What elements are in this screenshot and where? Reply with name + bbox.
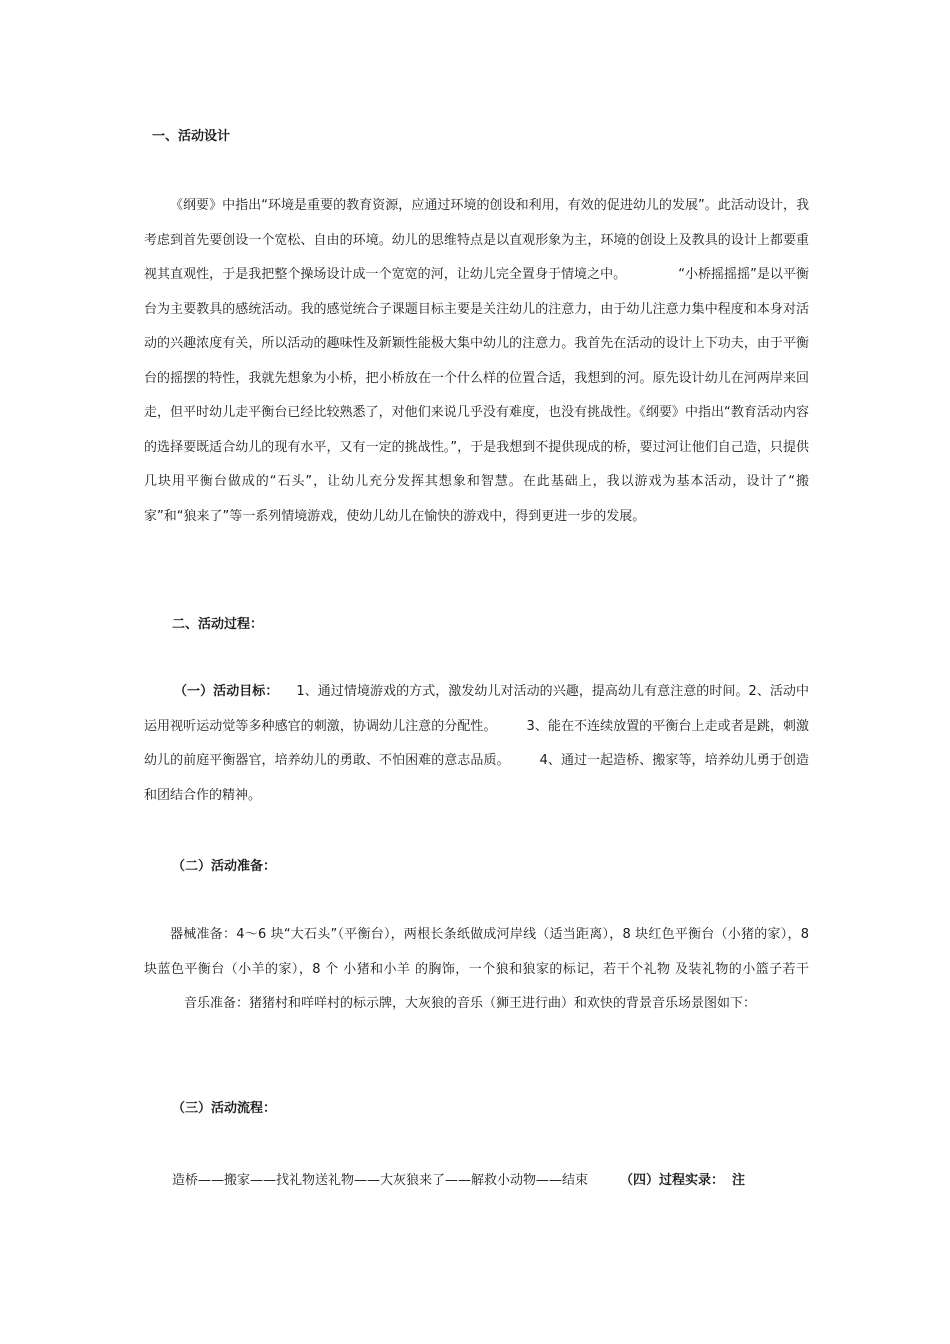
section-heading-activity-design: 一、活动设计	[152, 129, 231, 144]
subheading-process-record: （四）过程实录：	[620, 1173, 725, 1188]
goal-1: 1、通过情境游戏的方式，激发幼儿对活动的兴趣，提高幼儿有意注意的时间。	[296, 684, 749, 699]
goal-2: 2、活动中运用视听运动觉等多种感官的刺激，协调幼儿注意的分配性。	[144, 684, 809, 734]
goal-4: 4、通过一起造桥、搬家等，培养幼儿勇于创造和团结合作的精神。	[144, 753, 809, 803]
subheading-activity-preparation: （二）活动准备：	[172, 859, 277, 874]
paragraph-design-rationale-part2: “小桥摇摇摇”是以平衡台为主要教具的感统活动。我的感觉统合子课题目标主要是关注幼儿的注意力，由于幼儿注意力集中程度和本身对活动的兴趣浓度有关，所以活动的趣味性及新颖性能极大集中幼儿的注意力。我首先在活动的设计上下功夫，由于平衡台的摇摆的特性，我就先想象为小桥，把小桥放在一个什么样的位置合适，我想到的河。原先设计幼儿在河两岸来回走，但平时幼儿走平衡台已经比较熟悉了，对他们来说几乎没有难度，也没有挑战性。《纲要》中指出“教育活动内容的选择要既适合幼儿的现有水平，又有一定的挑战性。”，于是我想到不提供现成的桥，要过河让他们自己造，只提供几块用平衡台做成的“石头”，让幼儿充分发挥其想象和智慧。在此基础上，我以游戏为基本活动，设计了“搬家”和“狼来了”等一系列情境游戏，使幼儿幼儿在愉快的游戏中，得到更进一步的发展。	[144, 267, 809, 524]
activity-flow-line	[172, 1172, 745, 1190]
equipment-preparation: 器械准备：4～6 块“大石头”（平衡台），两根长条纸做成河岸线（适当距离），8 块红色平衡台（小猪的家），8 块蓝色平衡台（小羊的家），8 个 小猪和小羊 的胸饰，一个狼和狼家的标记，若干个礼物 及装礼物的小篮子若干	[144, 927, 809, 977]
paragraph-activity-preparation	[144, 918, 809, 1022]
paragraph-design-rationale	[144, 189, 809, 534]
music-preparation: 音乐准备：猪猪村和咩咩村的标示牌，大灰狼的音乐（狮王进行曲）和欢快的背景音乐场景图如下：	[184, 996, 757, 1011]
process-record-start: 注	[732, 1173, 746, 1188]
goal-3: 3、能在不连续放置的平衡台上走或者是跳，刺激幼儿的前庭平衡器官，培养幼儿的勇敢、不怕困难的意志品质。	[144, 718, 809, 768]
section-heading-activity-process: 二、活动过程：	[172, 617, 264, 632]
subheading-activity-flow: （三）活动流程：	[172, 1101, 277, 1116]
paragraph-activity-goals	[144, 675, 809, 813]
goals-label: （一）活动目标：	[174, 684, 279, 699]
paragraph-design-rationale-part1: 《纲要》中指出“环境是重要的教育资源，应通过环境的创设和利用，有效的促进幼儿的发展”。此活动设计，我考虑到首先要创设一个宽松、自由的环境。幼儿的思维特点是以直观形象为主，环境的创设上及教具的设计上都要重视其直观性，于是我把整个操场设计成一个宽宽的河，让幼儿完全置身于情境之中。	[144, 198, 809, 282]
activity-flow-text: 造桥——搬家——找礼物送礼物——大灰狼来了——解救小动物——结束	[172, 1173, 589, 1188]
